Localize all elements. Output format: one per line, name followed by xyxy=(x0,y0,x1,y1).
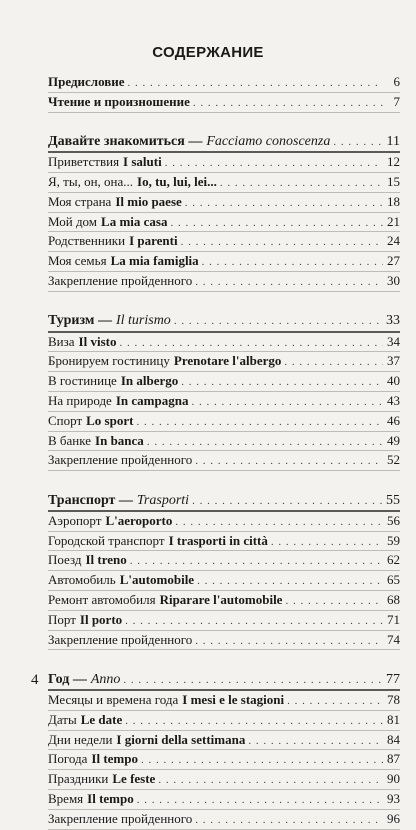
toc-entry xyxy=(48,333,400,353)
entry-title-italian: In campagna xyxy=(115,392,189,408)
entry-title-russian: Туризм — xyxy=(48,313,112,329)
entry-title-italian: L'aeroporto xyxy=(105,512,173,528)
toc-entry xyxy=(48,810,400,830)
dot-leader xyxy=(136,413,383,432)
entry-title-russian: В банке xyxy=(48,432,92,448)
page-title: СОДЕРЖАНИЕ xyxy=(152,44,264,61)
entry-page-number: 65 xyxy=(387,572,400,588)
entry-page-number: 68 xyxy=(387,592,400,607)
dot-leader xyxy=(271,533,383,552)
entry-title-italian: Facciamo conoscenza xyxy=(206,134,331,150)
entry-title-italian: I parenti xyxy=(129,233,178,249)
entry-page-number: 78 xyxy=(387,692,400,708)
entry-title-russian: Мой дом xyxy=(48,213,98,229)
entry-page-number: 84 xyxy=(387,731,400,747)
toc-entry xyxy=(48,432,400,452)
entry-page-number: 12 xyxy=(387,154,400,170)
dot-leader xyxy=(192,492,383,511)
toc-section-heading xyxy=(48,311,400,332)
entry-title-italian: La mia famiglia xyxy=(110,253,199,269)
entry-title-russian: На природе xyxy=(48,392,112,408)
entry-page-number: 15 xyxy=(387,174,400,190)
entry-title-russian: Порт xyxy=(48,611,76,627)
entry-page-number: 71 xyxy=(387,611,400,627)
entry-title-russian: Поезд xyxy=(48,552,82,568)
entry-page-number: 56 xyxy=(387,512,400,528)
entry-title-italian: Le date xyxy=(80,711,123,727)
dot-leader xyxy=(158,771,383,790)
entry-page-number: 21 xyxy=(387,213,400,229)
dot-leader xyxy=(197,572,383,591)
entry-title-russian: Ремонт автомобиля xyxy=(48,592,156,607)
entry-title-russian: Праздники xyxy=(48,771,109,787)
dot-leader xyxy=(333,133,383,152)
dot-leader xyxy=(202,253,383,272)
dot-leader xyxy=(220,174,383,193)
entry-page-number: 96 xyxy=(387,810,400,826)
toc-entry xyxy=(48,750,400,770)
entry-page-number: 40 xyxy=(387,373,400,389)
toc-entry xyxy=(48,770,400,790)
dot-leader xyxy=(174,312,383,331)
entry-title-russian: Бронируем гостиницу xyxy=(48,353,170,369)
entry-title-italian: Il turismo xyxy=(115,313,171,329)
entry-title-italian: La mia casa xyxy=(101,213,168,229)
entry-title-russian: Аэропорт xyxy=(48,512,102,528)
entry-page-number: 30 xyxy=(387,273,400,289)
entry-page-number: 34 xyxy=(387,333,400,349)
dot-leader xyxy=(165,154,383,173)
toc-entry xyxy=(48,93,400,113)
entry-page-number: 90 xyxy=(387,771,400,787)
entry-page-number: 24 xyxy=(387,233,400,249)
entry-title-italian: I mesi e le stagioni xyxy=(182,692,285,708)
entry-title-italian: Il treno xyxy=(85,552,127,568)
entry-title-italian: I trasporti in città xyxy=(168,532,268,548)
table-of-contents xyxy=(48,73,400,830)
entry-title-russian: Год — xyxy=(48,671,87,687)
entry-title-russian: В гостинице xyxy=(48,373,117,389)
dot-leader xyxy=(284,353,383,372)
entry-title-russian: Я, ты, он, она... xyxy=(48,174,134,190)
toc-entry xyxy=(48,631,400,651)
toc-section-heading xyxy=(48,670,400,691)
dot-leader xyxy=(185,194,383,213)
toc-entry xyxy=(48,392,400,412)
toc-entry xyxy=(48,532,400,552)
dot-leader xyxy=(195,632,383,651)
entry-page-number: 77 xyxy=(386,671,400,687)
toc-entry xyxy=(48,551,400,571)
toc-entry xyxy=(48,412,400,432)
entry-title-russian: Городской транспорт xyxy=(48,532,165,548)
dot-leader xyxy=(125,612,383,631)
page-number: 4 xyxy=(31,672,39,688)
entry-page-number: 46 xyxy=(387,412,400,428)
dot-leader xyxy=(181,233,383,252)
toc-entry xyxy=(48,272,400,292)
dot-leader xyxy=(171,214,384,233)
entry-title-russian: Предисловие xyxy=(48,74,125,89)
toc-entry xyxy=(48,691,400,711)
entry-page-number: 37 xyxy=(387,353,400,369)
entry-title-russian: Давайте знакомиться — xyxy=(48,134,203,150)
dot-leader xyxy=(191,393,383,412)
entry-title-italian: Io, tu, lui, lei... xyxy=(137,174,217,190)
dot-leader xyxy=(141,751,383,770)
entry-title-russian: Даты xyxy=(48,711,77,727)
dot-leader xyxy=(248,732,383,751)
entry-title-italian: Il tempo xyxy=(91,751,138,767)
toc-entry xyxy=(48,213,400,233)
entry-title-italian: Il porto xyxy=(79,611,123,627)
toc-entry xyxy=(48,372,400,392)
toc-section xyxy=(48,670,400,830)
entry-title-russian: Месяцы и времена года xyxy=(48,692,179,708)
entry-title-russian: Время xyxy=(48,791,84,807)
toc-section xyxy=(48,73,400,113)
dot-leader xyxy=(130,552,383,571)
dot-leader xyxy=(147,433,383,452)
entry-title-italian: I saluti xyxy=(123,154,162,170)
entry-page-number: 74 xyxy=(387,631,400,647)
entry-title-russian: Приветствия xyxy=(48,154,120,170)
entry-title-russian: Спорт xyxy=(48,412,83,428)
toc-section xyxy=(48,132,400,292)
dot-leader xyxy=(285,592,383,611)
toc-entry xyxy=(48,173,400,193)
entry-title-italian: L'automobile xyxy=(119,572,195,588)
toc-entry xyxy=(48,193,400,213)
toc-entry xyxy=(48,571,400,591)
entry-title-italian: In banca xyxy=(95,432,144,448)
entry-page-number: 11 xyxy=(386,134,400,150)
toc-entry xyxy=(48,611,400,631)
dot-leader xyxy=(128,74,383,93)
toc-entry xyxy=(48,451,400,471)
entry-title-italian: Il visto xyxy=(78,333,117,349)
dot-leader xyxy=(195,452,383,471)
entry-title-russian: Чтение и произношение xyxy=(48,93,190,109)
entry-title-italian: Anno xyxy=(90,671,121,687)
entry-title-italian: Il tempo xyxy=(87,791,134,807)
dot-leader xyxy=(119,334,383,353)
dot-leader xyxy=(123,671,383,690)
entry-page-number: 93 xyxy=(387,791,400,807)
toc-entry xyxy=(48,252,400,272)
entry-page-number: 6 xyxy=(393,74,400,89)
toc-section xyxy=(48,311,400,471)
entry-title-russian: Закрепление пройденного xyxy=(48,810,193,826)
entry-title-italian: Trasporti xyxy=(136,492,190,508)
dot-leader xyxy=(287,692,383,711)
toc-entry xyxy=(48,790,400,810)
toc-section-heading xyxy=(48,132,400,153)
entry-title-russian: Закрепление пройденного xyxy=(48,452,193,468)
dot-leader xyxy=(193,94,383,113)
entry-title-russian: Автомобиль xyxy=(48,572,116,588)
entry-title-russian: Погода xyxy=(48,751,88,767)
toc-section-heading xyxy=(48,491,400,512)
entry-page-number: 43 xyxy=(387,392,400,408)
toc-entry xyxy=(48,73,400,93)
entry-title-italian: I giorni della settimana xyxy=(116,731,246,747)
dot-leader xyxy=(181,373,383,392)
entry-title-russian: Родственники xyxy=(48,233,126,249)
entry-page-number: 81 xyxy=(387,711,400,727)
entry-page-number: 33 xyxy=(386,313,400,329)
entry-title-russian: Виза xyxy=(48,333,75,349)
dot-leader xyxy=(125,712,383,731)
entry-title-russian: Закрепление пройденного xyxy=(48,273,193,289)
toc-section xyxy=(48,491,400,651)
toc-entry xyxy=(48,232,400,252)
entry-title-russian: Транспорт — xyxy=(48,492,133,508)
dot-leader xyxy=(137,791,383,810)
entry-title-italian: Le feste xyxy=(112,771,156,787)
dot-leader xyxy=(195,811,383,830)
entry-title-russian: Моя семья xyxy=(48,253,107,269)
entry-page-number: 49 xyxy=(387,432,400,448)
entry-page-number: 59 xyxy=(387,532,400,548)
dot-leader xyxy=(175,513,383,532)
entry-title-russian: Дни недели xyxy=(48,731,113,747)
toc-entry xyxy=(48,153,400,173)
entry-page-number: 52 xyxy=(387,452,400,468)
entry-page-number: 62 xyxy=(387,552,400,568)
entry-page-number: 27 xyxy=(387,253,400,269)
toc-entry xyxy=(48,512,400,532)
toc-entry xyxy=(48,591,400,611)
entry-title-italian: Prenotare l'albergo xyxy=(173,353,282,369)
entry-page-number: 7 xyxy=(393,93,400,109)
toc-entry xyxy=(48,731,400,751)
toc-entry xyxy=(48,711,400,731)
entry-page-number: 87 xyxy=(387,751,400,767)
entry-title-russian: Закрепление пройденного xyxy=(48,631,193,647)
entry-title-russian: Моя страна xyxy=(48,193,112,209)
entry-title-italian: Il mio paese xyxy=(115,193,182,209)
dot-leader xyxy=(195,273,383,292)
entry-title-italian: Riparare l'automobile xyxy=(159,592,283,607)
entry-page-number: 18 xyxy=(387,193,400,209)
toc-entry xyxy=(48,352,400,372)
entry-title-italian: In albergo xyxy=(120,373,179,389)
entry-title-italian: Lo sport xyxy=(86,412,134,428)
entry-page-number: 55 xyxy=(386,492,400,508)
